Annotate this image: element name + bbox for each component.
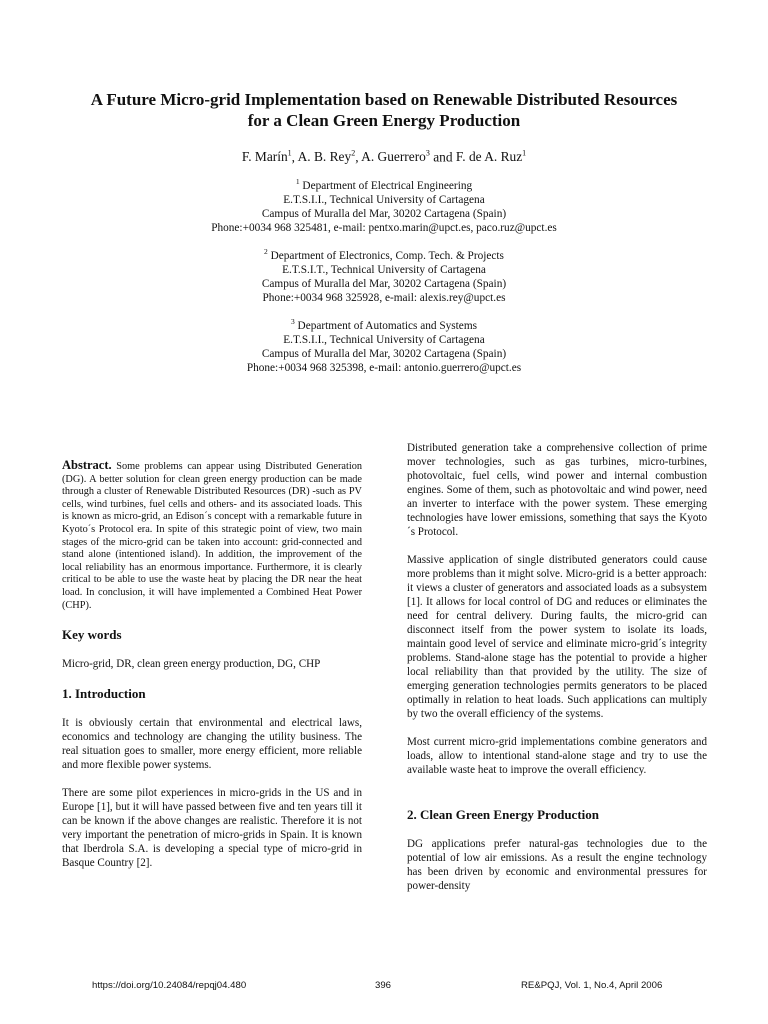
affiliation-school: E.T.S.I.I., Technical University of Cartagena <box>283 193 485 206</box>
author-separator: , <box>291 149 298 165</box>
author-affiliation-mark: 1 <box>522 149 527 158</box>
body-paragraph-2: Massive application of single distributed generators could cause more problems than it might solve. Micro-grid is a better approach: it views a cluster of generators and associated loads as a subsystem [1]. It allows for local control of DG and reduces or eliminates the need for central delivery. During faults, the micro-grid can disconnect itself from the power system to isolate its loads, maintain good level of service and eliminate micro-grid´s integrity problems. Stand-alone stage has the potential to provide a higher local reliability than that provided by the utility. The size of emerging generation technologies permits generators to be placed optimally in relation to heat loads. Such applications can multiply by two the overall efficiency of the systems. <box>407 554 707 720</box>
author <box>456 149 526 164</box>
section-1-paragraph-2: There are some pilot experiences in micro-grids in the US and in Europe [1], but it will have passed between five and ten years till it can be known if the above changes are realistic. Therefore it is not very important the penetration of micro-grids in Spain. It is known that Iberdrola S.A. is developing a special type of micro-grid in Basque Country [2]. <box>62 787 362 870</box>
author-name: F. de A. Ruz <box>455 149 523 165</box>
abstract-label: Abstract. <box>62 458 112 472</box>
author-name: A. B. Rey <box>297 149 352 165</box>
body-paragraph-1: Distributed generation take a comprehensive collection of prime mover technologies, such as gas turbines, micro-turbines, photovoltaic, fuel cells, wind power and internal combustion engines. Some of them, such as photovoltaic and wind power, need an inverter to interface with the power system. These emerging technologies have lower emissions, something that says the Kyoto´s Protocol. <box>407 442 707 538</box>
affiliation-1 <box>60 175 708 236</box>
section-2-heading: 2. Clean Green Energy Production <box>407 807 599 822</box>
title-line-1: A Future Micro-grid Implementation based on Renewable Distributed Resources <box>90 90 678 109</box>
affiliation-department-name: Department of Electrical Engineering <box>299 179 473 192</box>
affiliation-address: Campus of Muralla del Mar, 30202 Cartagena (Spain) <box>261 208 507 221</box>
affiliation-department <box>60 245 708 263</box>
section-1-paragraph-1: It is obviously certain that environmental and electrical laws, economics and technology are changing the utility business. The real situation goes to smaller, more energy efficient, more reliable and more flexible power systems. <box>62 717 362 772</box>
section-2-paragraph-1: DG applications prefer natural-gas technologies due to the potential of low air emissions. As a result the engine technology has been driven by economic and environmental pressures for power-density <box>407 838 707 892</box>
right-column <box>407 441 707 893</box>
author <box>361 149 430 164</box>
affiliation-address: Campus of Muralla del Mar, 30202 Cartagena (Spain) <box>261 278 507 291</box>
affiliation-school: E.T.S.I.I., Technical University of Cartagena <box>283 333 485 346</box>
author-separator: and <box>429 149 456 165</box>
section-1-heading: 1. Introduction <box>62 686 146 702</box>
affiliation-department-name: Department of Automatics and Systems <box>294 319 478 332</box>
affiliation-school: E.T.S.I.T., Technical University of Cartagena <box>282 263 486 276</box>
keywords-text: Micro-grid, DR, clean green energy production, DG, CHP <box>62 658 321 671</box>
body-paragraph-3: Most current micro-grid implementations combine generators and loads, allow to intentional stand-alone stage and try to use the available waste heat to improve the overall efficiency. <box>407 736 707 776</box>
affiliation-department-name: Department of Electronics, Comp. Tech. & Projects <box>267 249 504 262</box>
title-line-2: for a Clean Green Energy Production <box>247 111 521 130</box>
affiliation-contact: Phone:+0034 968 325398, e-mail: antonio.guerrero@upct.es <box>246 362 522 375</box>
affiliation-contact: Phone:+0034 968 325928, e-mail: alexis.rey@upct.es <box>262 292 506 305</box>
affiliation-3 <box>60 315 708 376</box>
author-name: F. Marín <box>241 149 288 165</box>
author-affiliation-mark: 1 <box>287 149 292 158</box>
affiliation-2 <box>60 245 708 306</box>
affiliation-number: 2 <box>264 247 268 256</box>
footer-page-number: 396 <box>375 980 392 991</box>
author-affiliation-mark: 3 <box>425 149 430 158</box>
footer-journal-info: RE&PQJ, Vol. 1, No.4, April 2006 <box>521 980 663 991</box>
author <box>298 149 356 164</box>
affiliation-number: 3 <box>290 317 295 326</box>
author-separator: , <box>355 149 362 165</box>
author-list <box>40 145 728 166</box>
author-name: A. Guerrero <box>361 149 426 165</box>
abstract-text: Some problems can appear using Distributed Generation (DG). A better solution for clean green energy production can be made through a cluster of Renewable Distributed Resources (DR) -such as PV cells, wind turbines, fuel cells and others- and its associated loads. This is known as micro-grid, an Edison´s concept with a remarkable future in Kyoto´s Protocol era. In spite of this strategic point of view, two main stages of the micro-grid can be taken into account: grid-connected and stand alone (intentioned island). In addition, the improvement of the local reliability has an enormous importance. Furthermore, it is clearly critical to be able to use the waste heat by placing the DR near the heat load. In conclusion, it will have implemented a Combined Heat Power (CHP). <box>62 461 362 611</box>
left-column <box>62 459 362 870</box>
footer-doi-link[interactable]: https://doi.org/10.24084/repqj04.480 <box>92 980 247 991</box>
abstract <box>62 459 362 612</box>
affiliation-address: Campus of Muralla del Mar, 30202 Cartagena (Spain) <box>261 348 507 361</box>
author-affiliation-mark: 2 <box>351 149 356 158</box>
affiliation-number: 1 <box>295 177 300 186</box>
affiliation-department <box>60 315 708 333</box>
paper-title <box>40 89 728 131</box>
affiliation-department <box>60 175 708 193</box>
keywords-heading: Key words <box>62 627 122 643</box>
affiliation-contact: Phone:+0034 968 325481, e-mail: pentxo.marin@upct.es, paco.ruz@upct.es <box>211 222 557 235</box>
author <box>242 149 292 164</box>
